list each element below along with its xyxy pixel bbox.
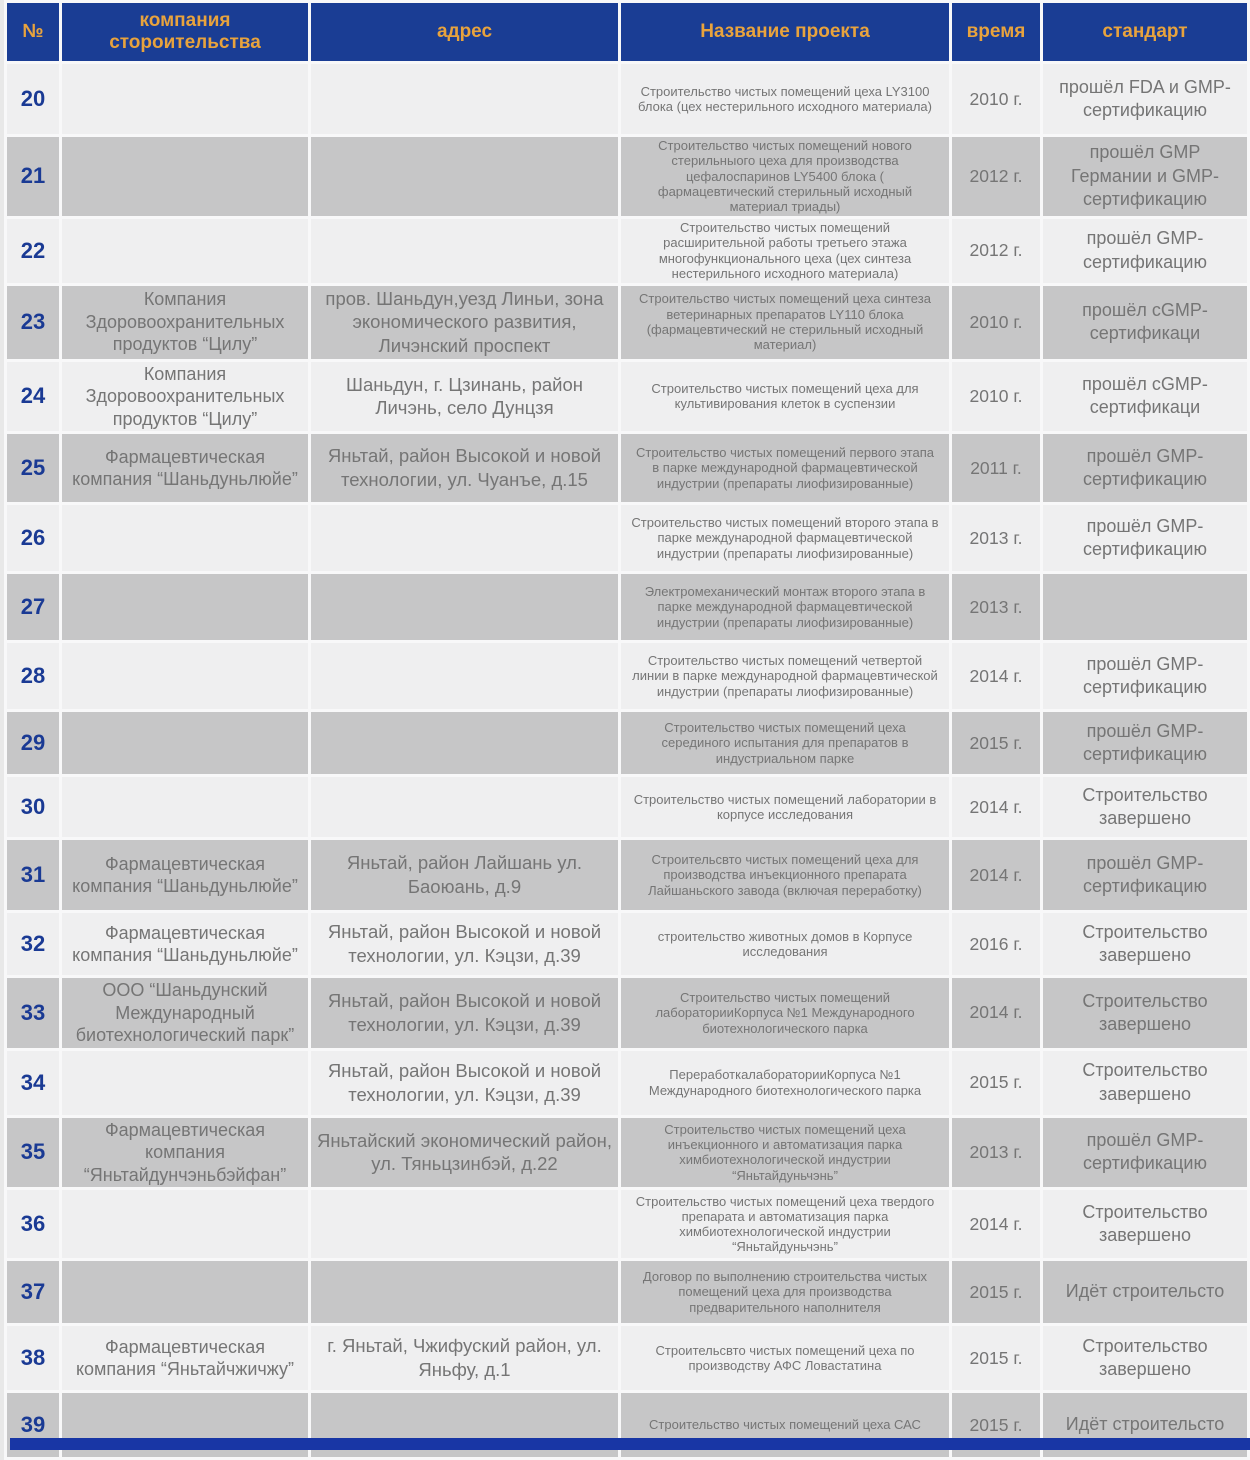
cell-company (62, 712, 308, 774)
cell-standard: прошёл GMP-сертификацию (1043, 505, 1247, 571)
cell-project: Строительство чистых помещений цеха серединого испытания для препаратов в индустриальном парке (621, 712, 949, 774)
cell-company (62, 137, 308, 216)
cell-company (62, 1261, 308, 1323)
column-header-project: Название проекта (621, 3, 949, 61)
cell-num: 34 (7, 1051, 59, 1115)
table-row (7, 505, 1247, 571)
table-row (7, 1118, 1247, 1188)
cell-num: 23 (7, 286, 59, 359)
cell-time: 2014 г. (952, 777, 1040, 837)
cell-company: Фармацевтическая компания “Яньтайдунчэньбэйфан” (62, 1118, 308, 1188)
column-header-time: время (952, 3, 1040, 61)
cell-standard: Строительство завершено (1043, 777, 1247, 837)
table-row (7, 712, 1247, 774)
cell-company: Фармацевтическая компания “Шаньдуньлюйе” (62, 913, 308, 975)
table-row (7, 286, 1247, 359)
cell-time: 2011 г. (952, 434, 1040, 502)
cell-address: пров. Шаньдун,уезд Линьи, зона экономического развития, Личэнский проспект (311, 286, 618, 359)
cell-standard: прошёл GMP-сертификацию (1043, 219, 1247, 283)
cell-standard: Строительство завершено (1043, 1051, 1247, 1115)
cell-standard: Строительство завершено (1043, 1190, 1247, 1258)
table-row (7, 434, 1247, 502)
cell-company: Фармацевтическая компания “Шаньдуньлюйе” (62, 840, 308, 910)
cell-company: Фармацевтическая компания “Яньтайчжичжу” (62, 1326, 308, 1390)
cell-address: г. Яньтай, Чжифуский район, ул. Яньфу, д.1 (311, 1326, 618, 1390)
cell-num: 29 (7, 712, 59, 774)
cell-time: 2013 г. (952, 574, 1040, 640)
cell-standard: прошёл cGMP-сертификаци (1043, 286, 1247, 359)
cell-project: Строительство чистых помещений цеха LY3100 блока (цех нестерильного исходного материала) (621, 64, 949, 134)
cell-time: 2015 г. (952, 712, 1040, 774)
cell-address (311, 1190, 618, 1258)
table-row (7, 777, 1247, 837)
cell-time: 2013 г. (952, 505, 1040, 571)
cell-time: 2010 г. (952, 286, 1040, 359)
cell-project: Строительство чистых помещений расширительной работы третьего этажа многофункционального цеха (цех синтеза нестерильного исходного материала) (621, 219, 949, 283)
cell-project: Строительсвто чистых помещений цеха по производству АФС Ловастатина (621, 1326, 949, 1390)
cell-address (311, 574, 618, 640)
cell-time: 2015 г. (952, 1051, 1040, 1115)
cell-num: 22 (7, 219, 59, 283)
cell-time: 2013 г. (952, 1118, 1040, 1188)
table-row (7, 574, 1247, 640)
cell-company (62, 574, 308, 640)
cell-num: 33 (7, 978, 59, 1048)
cell-address: Яньтай, район Высокой и новой технологии, ул. Кэцзи, д.39 (311, 913, 618, 975)
cell-standard: Идёт строительсто (1043, 1261, 1247, 1323)
cell-company: Фармацевтическая компания “Шаньдуньлюйе” (62, 434, 308, 502)
cell-address (311, 712, 618, 774)
cell-company (62, 1190, 308, 1258)
cell-standard: Строительство завершено (1043, 978, 1247, 1048)
cell-time: 2012 г. (952, 137, 1040, 216)
cell-num: 30 (7, 777, 59, 837)
cell-num: 37 (7, 1261, 59, 1323)
table-row (7, 1326, 1247, 1390)
cell-time: 2010 г. (952, 64, 1040, 134)
cell-company (62, 777, 308, 837)
cell-standard: прошёл FDA и GMP-сертификацию (1043, 64, 1247, 134)
cell-address: Яньтайский экономический район, ул. Тяньцзинбэй, д.22 (311, 1118, 618, 1188)
cell-company: Компания Здоровоохранительных продуктов “Цилу” (62, 362, 308, 432)
table-row (7, 137, 1247, 216)
cell-num: 25 (7, 434, 59, 502)
cell-company (62, 643, 308, 709)
cell-standard: прошёл GMP-сертификацию (1043, 1118, 1247, 1188)
table-row (7, 978, 1247, 1048)
cell-standard: прошёл cGMP-сертификаци (1043, 362, 1247, 432)
cell-standard: прошёл GMP-сертификацию (1043, 643, 1247, 709)
cell-standard: Строительство завершено (1043, 913, 1247, 975)
cell-project: Электромеханический монтаж второго этапа в парке международной фармацевтической индустрии (препараты лиофизированные) (621, 574, 949, 640)
cell-address (311, 137, 618, 216)
cell-standard: прошёл GMP-сертификацию (1043, 840, 1247, 910)
cell-num: 27 (7, 574, 59, 640)
cell-standard: прошёл GMP Германии и GMP-сертификацию (1043, 137, 1247, 216)
table-row (7, 219, 1247, 283)
cell-project: Строительство чистых помещений второго этапа в парке международной фармацевтической индустрии (препараты лиофизированные) (621, 505, 949, 571)
cell-standard: Строительство завершено (1043, 1326, 1247, 1390)
cell-company (62, 1051, 308, 1115)
table-row (7, 1261, 1247, 1323)
cell-company: Компания Здоровоохранительных продуктов “Цилу” (62, 286, 308, 359)
cell-project: Строительство чистых помещений цеха инъекционного и автоматизация парка химбиотехнологической индустрии “Яньтайдуньчэнь” (621, 1118, 949, 1188)
cell-project: строительство животных домов в Корпусе исследования (621, 913, 949, 975)
cell-time: 2014 г. (952, 978, 1040, 1048)
column-header-num: № (7, 3, 59, 61)
cell-address (311, 1261, 618, 1323)
cell-num: 38 (7, 1326, 59, 1390)
column-header-address: адрес (311, 3, 618, 61)
cell-num: 35 (7, 1118, 59, 1188)
cell-num: 32 (7, 913, 59, 975)
table-body (7, 64, 1247, 1457)
cell-address: Яньтай, район Высокой и новой технологии, ул. Кэцзи, д.39 (311, 1051, 618, 1115)
cell-address (311, 777, 618, 837)
cell-num: 39 (7, 1393, 59, 1457)
cell-time: 2014 г. (952, 643, 1040, 709)
cell-project: Строительство чистых помещений первого этапа в парке международной фармацевтической индустрии (препараты лиофизированные) (621, 434, 949, 502)
cell-address (311, 505, 618, 571)
cell-project: Строительство чистых помещений лаборатории в корпусе исследования (621, 777, 949, 837)
cell-project: Строительство чистых помещений лабораторииКорпуса №1 Международного биотехнологического парка (621, 978, 949, 1048)
cell-time: 2012 г. (952, 219, 1040, 283)
cell-project: Строительство чистых помещений цеха твердого препарата и автоматизация парка химбиотехнологической индустрии “Яньтайдуньчэнь” (621, 1190, 949, 1258)
cell-address (311, 643, 618, 709)
cell-standard: прошёл GMP-сертификацию (1043, 712, 1247, 774)
cell-project: Договор по выполнению строительства чистых помещений цеха для производства предварительного наполнителя (621, 1261, 949, 1323)
cell-address: Яньтай, район Лайшань ул. Баоюань, д.9 (311, 840, 618, 910)
cell-num: 36 (7, 1190, 59, 1258)
cell-time: 2015 г. (952, 1393, 1040, 1457)
column-header-standard: стандарт (1043, 3, 1247, 61)
cell-company (62, 505, 308, 571)
cell-time: 2015 г. (952, 1261, 1040, 1323)
cell-project: Строительство чистых помещений четвертой линии в парке международной фармацевтической индустрии (препараты лиофизированные) (621, 643, 949, 709)
column-header-company: компания стороительства (62, 3, 308, 61)
cell-project: Строительство чистых помещений цеха синтеза ветеринарных препаратов LY110 блока (фармацевтический не стерильный исходный материал) (621, 286, 949, 359)
cell-address: Шаньдун, г. Цзинань, район Личэнь, село Дунцзя (311, 362, 618, 432)
projects-table (4, 0, 1250, 1460)
table-row (7, 643, 1247, 709)
cell-num: 28 (7, 643, 59, 709)
table-row (7, 362, 1247, 432)
cell-address (311, 219, 618, 283)
cell-company (62, 64, 308, 134)
cell-address: Яньтай, район Высокой и новой технологии, ул. Кэцзи, д.39 (311, 978, 618, 1048)
cell-company: ООО “Шаньдунский Международный биотехнологический парк” (62, 978, 308, 1048)
cell-project: Строительство чистых помещений цеха для культивирования клеток в суспензии (621, 362, 949, 432)
table-row (7, 64, 1247, 134)
cell-time: 2014 г. (952, 1190, 1040, 1258)
cell-standard: Идёт строительсто (1043, 1393, 1247, 1457)
cell-time: 2016 г. (952, 913, 1040, 975)
cell-time: 2010 г. (952, 362, 1040, 432)
cell-company (62, 219, 308, 283)
table-row (7, 1051, 1247, 1115)
cell-project: Строительство чистых помещений нового стерильныого цеха для производства цефалоспаринов LY5400 блока ( фармацевтический стерильный исходный материал триады) (621, 137, 949, 216)
cell-address: Яньтай, район Высокой и новой технологии, ул. Чуанъе, д.15 (311, 434, 618, 502)
cell-time: 2014 г. (952, 840, 1040, 910)
cell-address (311, 64, 618, 134)
cell-num: 20 (7, 64, 59, 134)
cell-standard (1043, 574, 1247, 640)
cell-num: 31 (7, 840, 59, 910)
table-header (7, 3, 1247, 61)
table-row (7, 840, 1247, 910)
table-row (7, 913, 1247, 975)
cell-standard: прошёл GMP-сертификацию (1043, 434, 1247, 502)
cell-project: ПереработкалабораторииКорпуса №1 Международного биотехнологического парка (621, 1051, 949, 1115)
cell-project: Строительство чистых помещений цеха САС (621, 1393, 949, 1457)
cell-num: 21 (7, 137, 59, 216)
cell-num: 26 (7, 505, 59, 571)
footer-bar (10, 1438, 1250, 1450)
cell-time: 2015 г. (952, 1326, 1040, 1390)
cell-project: Строительсвто чистых помещений цеха для производства инъекционного препарата Лайшаньского завода (включая переработку) (621, 840, 949, 910)
cell-num: 24 (7, 362, 59, 432)
table-row (7, 1190, 1247, 1258)
header-row (7, 3, 1247, 61)
